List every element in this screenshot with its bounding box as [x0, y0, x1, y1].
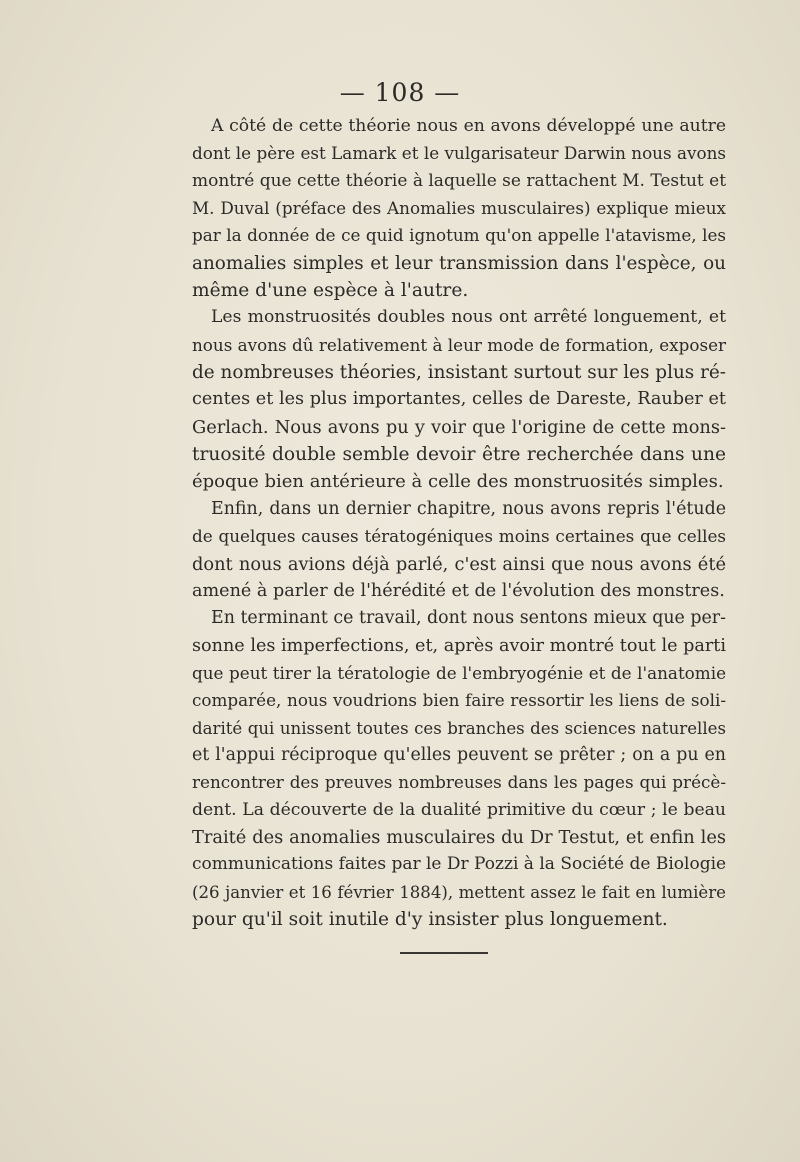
- page-number: — 108 —: [339, 78, 461, 107]
- text-line: amené à parler de l'hérédité et de l'évolution des monstres.: [192, 580, 725, 601]
- text-line: (26 janvier et 16 février 1884), mettent assez le fait en lumière: [192, 882, 726, 902]
- text-line: communications faites par le Dr Pozzi à la Société de Biologie: [192, 854, 727, 875]
- text-line: dont le père est Lamark et le vulgarisateur Darwin nous avons: [192, 143, 726, 164]
- text-line: Gerlach. Nous avons pu y voir que l'origine de cette mons-: [192, 416, 726, 438]
- text-line: nous avons dû relativement à leur mode de formation, exposer: [192, 334, 727, 355]
- text-line: truosité double semble devoir être recherchée dans une: [192, 444, 726, 466]
- text-line: Les monstruosités doubles nous ont arrêté longuement, et: [211, 307, 726, 328]
- text-line: que peut tirer la tératologie de l'embryogénie et de l'anatomie: [192, 662, 726, 683]
- text-line: sonne les imperfections, et, après avoir montré tout le parti: [192, 635, 726, 656]
- text-line: dent. La découverte de la dualité primitive du cœur ; le beau: [192, 799, 726, 820]
- text-line: centes et les plus importantes, celles de Dareste, Rauber et: [192, 389, 726, 410]
- text-line: par la donnée de ce quid ignotum qu'on appelle l'atavisme, les: [192, 225, 726, 246]
- text-line: comparée, nous voudrions bien faire ressortir les liens de soli-: [192, 690, 726, 711]
- text-line: montré que cette théorie à laquelle se rattachent M. Testut et: [192, 170, 727, 191]
- text-line: pour qu'il soit inutile d'y insister plus longuement.: [192, 908, 668, 930]
- section-divider: [400, 952, 488, 954]
- text-line: A côté de cette théorie nous en avons développé une autre: [211, 116, 726, 136]
- text-line: rencontrer des preuves nombreuses dans les pages qui précè-: [192, 772, 726, 793]
- text-line: et l'appui réciproque qu'elles peuvent se prêter ; on a pu en: [192, 744, 726, 765]
- text-line: Enfin, dans un dernier chapitre, nous avons repris l'étude: [211, 498, 726, 519]
- text-line: En terminant ce travail, dont nous sentons mieux que per-: [211, 608, 726, 629]
- text-line: de quelques causes tératogéniques moins certaines que celles: [192, 526, 726, 547]
- text-line: M. Duval (préface des Anomalies musculaires) explique mieux: [192, 198, 726, 219]
- text-line: dont nous avions déjà parlé, c'est ainsi que nous avons été: [192, 553, 726, 575]
- text-line: anomalies simples et leur transmission dans l'espèce, ou: [192, 252, 726, 274]
- text-line: Traité des anomalies musculaires du Dr Testut, et enfin les: [192, 826, 726, 848]
- text-line: darité qui unissent toutes ces branches des sciences naturelles: [192, 718, 726, 738]
- text-line: époque bien antérieure à celle des monstruosités simples.: [192, 471, 724, 493]
- text-line: de nombreuses théories, insistant surtout sur les plus ré-: [192, 362, 726, 384]
- text-line: même d'une espèce à l'autre.: [192, 280, 469, 302]
- body-text: [192, 113, 726, 933]
